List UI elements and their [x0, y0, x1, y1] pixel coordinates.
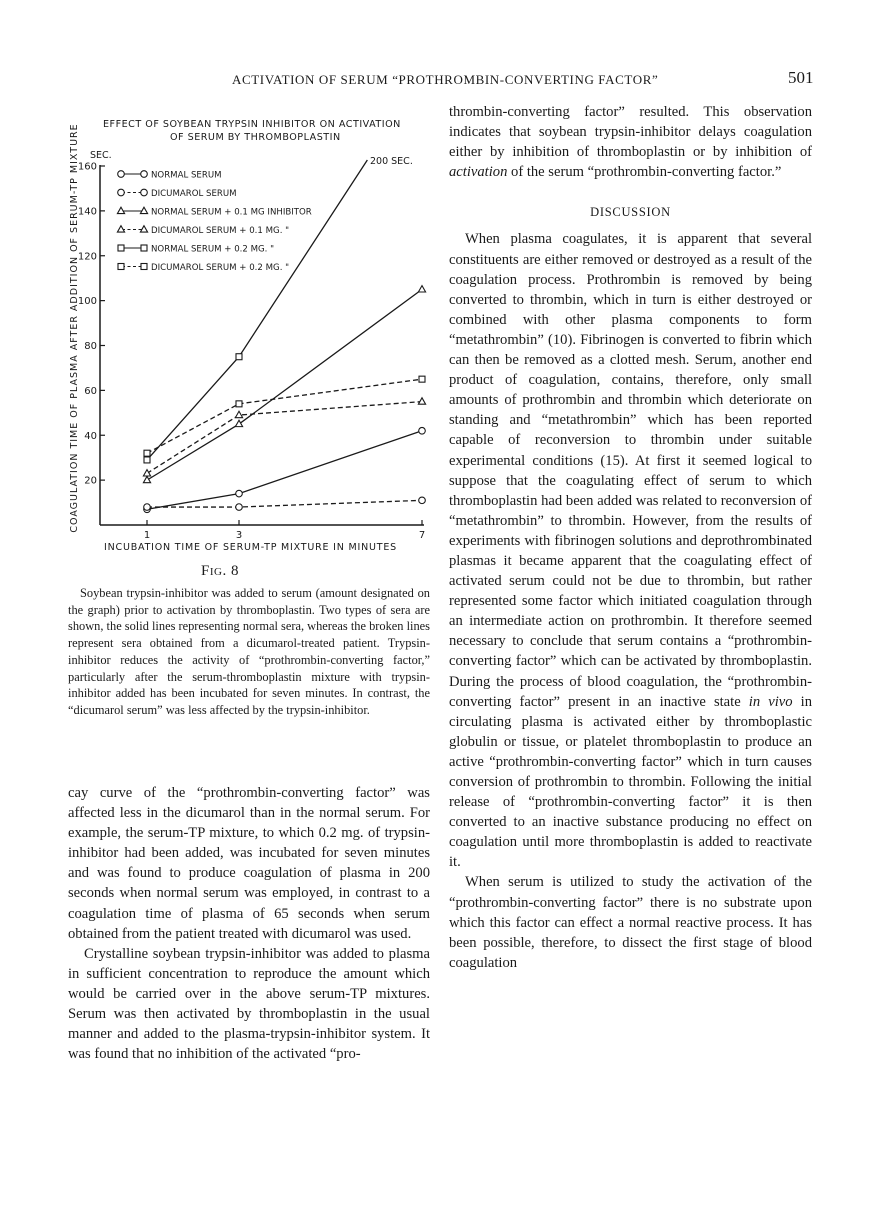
triangle-marker — [235, 420, 242, 426]
y-tick-label: 160 — [77, 161, 97, 173]
triangle-marker — [418, 286, 425, 292]
square-marker — [141, 245, 147, 251]
circle-marker — [419, 427, 426, 434]
circle-marker — [236, 490, 243, 497]
legend-label: DICUMAROL SERUM — [151, 188, 237, 199]
legend-label: DICUMAROL SERUM + 0.1 MG. " — [151, 225, 290, 236]
triangle-marker — [117, 207, 124, 213]
legend-item — [118, 189, 237, 199]
figure-caption: Soybean trypsin-inhibitor was added to serum (amount designated on the graph) prior to activation by thromboplastin. Two types of sera are shown, the solid lines representing normal sera, whereas the broken lines represent sera obtained from a dicumarol-treated patient. Trypsin-inhibitor reduces the activity of “prothrombin-converting factor,” particularly after the serum-thromboplastin mixture with trypsin-inhibitor added has been incubated for seven minutes. In contrast, the “dicumarol serum” was less affected by the trypsin-inhibitor. — [68, 586, 430, 717]
circle-marker — [118, 189, 125, 196]
legend-item — [118, 244, 274, 254]
series-line — [147, 289, 422, 480]
square-marker — [144, 457, 150, 463]
series-line — [147, 431, 422, 510]
figure-8-chart — [60, 98, 440, 568]
left-paragraph-2: Crystalline soybean trypsin-inhibitor was added to plasma in sufficient concentration to reproduce the amount which would be carried over in the above serum-TP mixtures. Serum was then activated by thromboplastin in the usual manner and added to the plasma-trypsin-inhibitor system. It was found that no inhibition of the activated “pro- — [68, 945, 430, 1063]
square-marker — [118, 264, 124, 270]
series-normal-serum-0-2-mg — [144, 160, 367, 463]
series-normal-serum — [144, 427, 426, 512]
y-tick-label: 100 — [77, 296, 97, 308]
circle-marker — [118, 171, 125, 178]
figure-label: Fig. 8 — [201, 563, 239, 579]
x-ticks — [144, 520, 425, 541]
circle-marker — [141, 189, 148, 196]
triangle-marker — [117, 226, 124, 232]
triangle-marker — [140, 207, 147, 213]
discussion-paragraph-1: When plasma coagulates, it is apparent that several constituents are either removed or destroyed as a result of the coagulation process. Prothrombin is removed by being converted to thrombin, which in turn is either destroyed or combined with other plasma components to form “metathrombin” (10). Fibrinogen is converted to fibrin which can then be removed as a clotted mesh. Serum, another end product of coagulation, contains, therefore, only small amounts of prothrombin and thrombin which deteriorate on standing and “metathrombin” which has been reported capable of reconversion to thrombin under suitable experimental conditions (15). At first it seemed logical to suppose that the coagulating effect of serum to which thromboplastin had been added was related to reconversion of “metathrombin” to thrombin. However, from the results of experiments with fibrinogen solutions and deprothrombinated plasmas it became apparent that the coagulating effect of activated serum could not be due to thrombin, but rather represented some factor which initiated coagulation through an intermediate action on prothrombin. It therefore seemed necessary to conclude that serum contains a “prothrombin-converting factor” which can be activated by thromboplastin. During the process of blood coagulation, the “prothrombin-converting factor” present in an inactive state in vivo in circulating plasma is activated either by thromboplastic globulin or tissue, or platelet thromboplastin to produce an active “prothrombin-converting factor” which in turn causes conversion of prothrombin to thrombin. Following the initial release of “prothrombin-converting factor” it is then converted to an inactive substance producing no effect on coagulation until more thromboplastin is added to reactivate it. — [449, 231, 813, 871]
legend-label: NORMAL SERUM + 0.2 MG. " — [151, 244, 275, 255]
legend-item — [118, 170, 222, 180]
annotation-200-sec: 200 SEC. — [370, 156, 413, 167]
triangle-marker — [143, 476, 150, 482]
right-continuation-paragraph: thrombin-converting factor” resulted. This observation indicates that soybean trypsin-inhibitor delays coagulation either by inhibition of thromboplastin or by inhibition of activation of the serum “prothrombin-converting factor.” — [449, 104, 812, 181]
series-line — [147, 160, 367, 460]
triangle-marker — [235, 411, 242, 417]
y-ticks — [78, 162, 105, 487]
x-axis-label: INCUBATION TIME OF SERUM-TP MIXTURE IN MINUTES — [104, 542, 397, 553]
line-chart — [60, 98, 440, 568]
square-marker — [236, 401, 242, 407]
y-tick-label: 140 — [77, 206, 97, 218]
circle-marker — [141, 171, 148, 178]
square-marker — [144, 450, 150, 456]
italic-activation: activation — [449, 164, 508, 181]
italic-in-vivo: in vivo — [748, 693, 793, 710]
legend-item — [118, 263, 289, 273]
series-line — [147, 402, 422, 474]
circle-marker — [144, 504, 151, 511]
chart-title-line-1: EFFECT OF SOYBEAN TRYPSIN INHIBITOR ON ACTIVATION — [103, 119, 401, 130]
y-tick-label: 80 — [84, 341, 97, 352]
legend-item — [117, 226, 289, 236]
square-marker — [236, 354, 242, 360]
right-column-body — [449, 102, 812, 973]
section-heading-discussion: DISCUSSION — [590, 205, 671, 220]
chart-title-line-2: OF SERUM BY THROMBOPLASTIN — [170, 132, 341, 143]
y-unit-label: SEC. — [90, 150, 112, 161]
square-marker — [141, 264, 147, 270]
left-column-body — [68, 783, 430, 1064]
legend-label: NORMAL SERUM — [151, 170, 222, 181]
legend-label: DICUMAROL SERUM + 0.2 MG. " — [151, 262, 290, 273]
triangle-marker — [143, 470, 150, 476]
series-dicumarol-serum-0-1-mg — [143, 398, 425, 476]
x-tick-label: 1 — [143, 530, 151, 541]
series-line — [147, 500, 422, 507]
x-tick-label: 7 — [418, 530, 426, 541]
running-head: ACTIVATION OF SERUM “PROTHROMBIN-CONVERTING FACTOR” — [232, 72, 659, 87]
series-dicumarol-serum — [144, 497, 426, 510]
legend-label: NORMAL SERUM + 0.1 MG INHIBITOR — [151, 207, 312, 218]
square-marker — [419, 376, 425, 382]
triangle-marker — [140, 226, 147, 232]
circle-marker — [419, 497, 426, 504]
chart-legend — [117, 170, 311, 272]
legend-item — [117, 207, 311, 217]
discussion-paragraph-2: When serum is utilized to study the activation of the “prothrombin-converting factor” there is no substrate upon which this factor can effect a normal reactive process. It has been possible, therefore, to dissect the first stage of blood coagulation — [449, 874, 812, 971]
y-axis-label: COAGULATION TIME OF PLASMA AFTER ADDITION OF SERUM-TP MIXTURE — [69, 123, 80, 533]
y-tick-label: 120 — [77, 251, 97, 263]
square-marker — [118, 245, 124, 251]
circle-marker — [236, 504, 243, 511]
left-paragraph-1: cay curve of the “prothrombin-converting factor” was affected less in the dicumarol than in the normal serum. For example, the serum-TP mixture, to which 0.2 mg. of trypsin-inhibitor had been added, was incubated for seven minutes and was found to produce coagulation of plasma in 200 seconds when normal serum was employed, in contrast to a coagulation time of plasma of 65 seconds when serum obtained from the patient treated with dicumarol was used. — [68, 785, 430, 942]
x-tick-label: 3 — [235, 530, 243, 541]
triangle-marker — [418, 398, 425, 404]
y-tick-label: 20 — [84, 475, 97, 487]
page-number: 501 — [788, 68, 814, 87]
y-tick-label: 40 — [84, 430, 97, 442]
y-tick-label: 60 — [84, 385, 97, 397]
